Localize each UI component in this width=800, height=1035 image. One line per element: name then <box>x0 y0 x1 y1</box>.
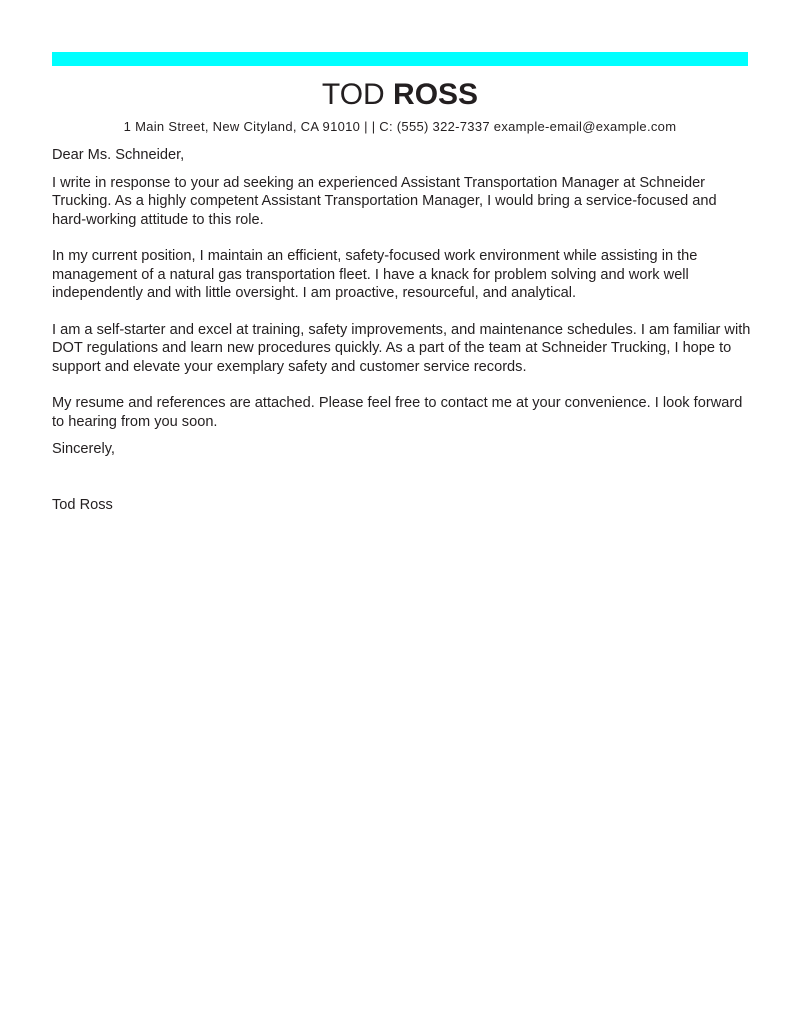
paragraph-closing: My resume and references are attached. Please feel free to contact me at your convenience. I look forward to hearing from you soon. <box>52 395 743 430</box>
salutation: Dear Ms. Schneider, <box>52 147 185 163</box>
name-header <box>52 76 748 114</box>
contact-info: 1 Main Street, New Cityland, CA 91010 | | C: (555) 322-7337 example-email@example.com <box>123 119 677 134</box>
paragraph-skills: I am a self-starter and excel at training, safety improvements, and maintenance schedules. I am familiar with DOT regulations and learn new procedures quickly. As a part of the team at Schneider Trucking, I hope to support and elevate your exemplary safety and customer service records. <box>52 321 751 375</box>
accent-bar <box>52 52 748 66</box>
signature: Tod Ross <box>52 496 113 513</box>
first-name: TOD <box>321 78 385 111</box>
paragraph-current-position: In my current position, I maintain an efficient, safety-focused work environment while assisting in the management of a natural gas transportation fleet. I have a knack for problem solving and work well independently and with little oversight. I am proactive, resourceful, and analytical. <box>52 248 698 301</box>
closing: Sincerely, <box>52 441 115 457</box>
letter-body <box>52 146 752 514</box>
last-name: ROSS <box>393 78 479 111</box>
paragraph-intro: I write in response to your ad seeking an experienced Assistant Transportation Manager at Schneider Trucking. As a highly competent Assistant Transportation Manager, I would bring a service-focused and hard-working attitude to this role. <box>52 174 717 228</box>
